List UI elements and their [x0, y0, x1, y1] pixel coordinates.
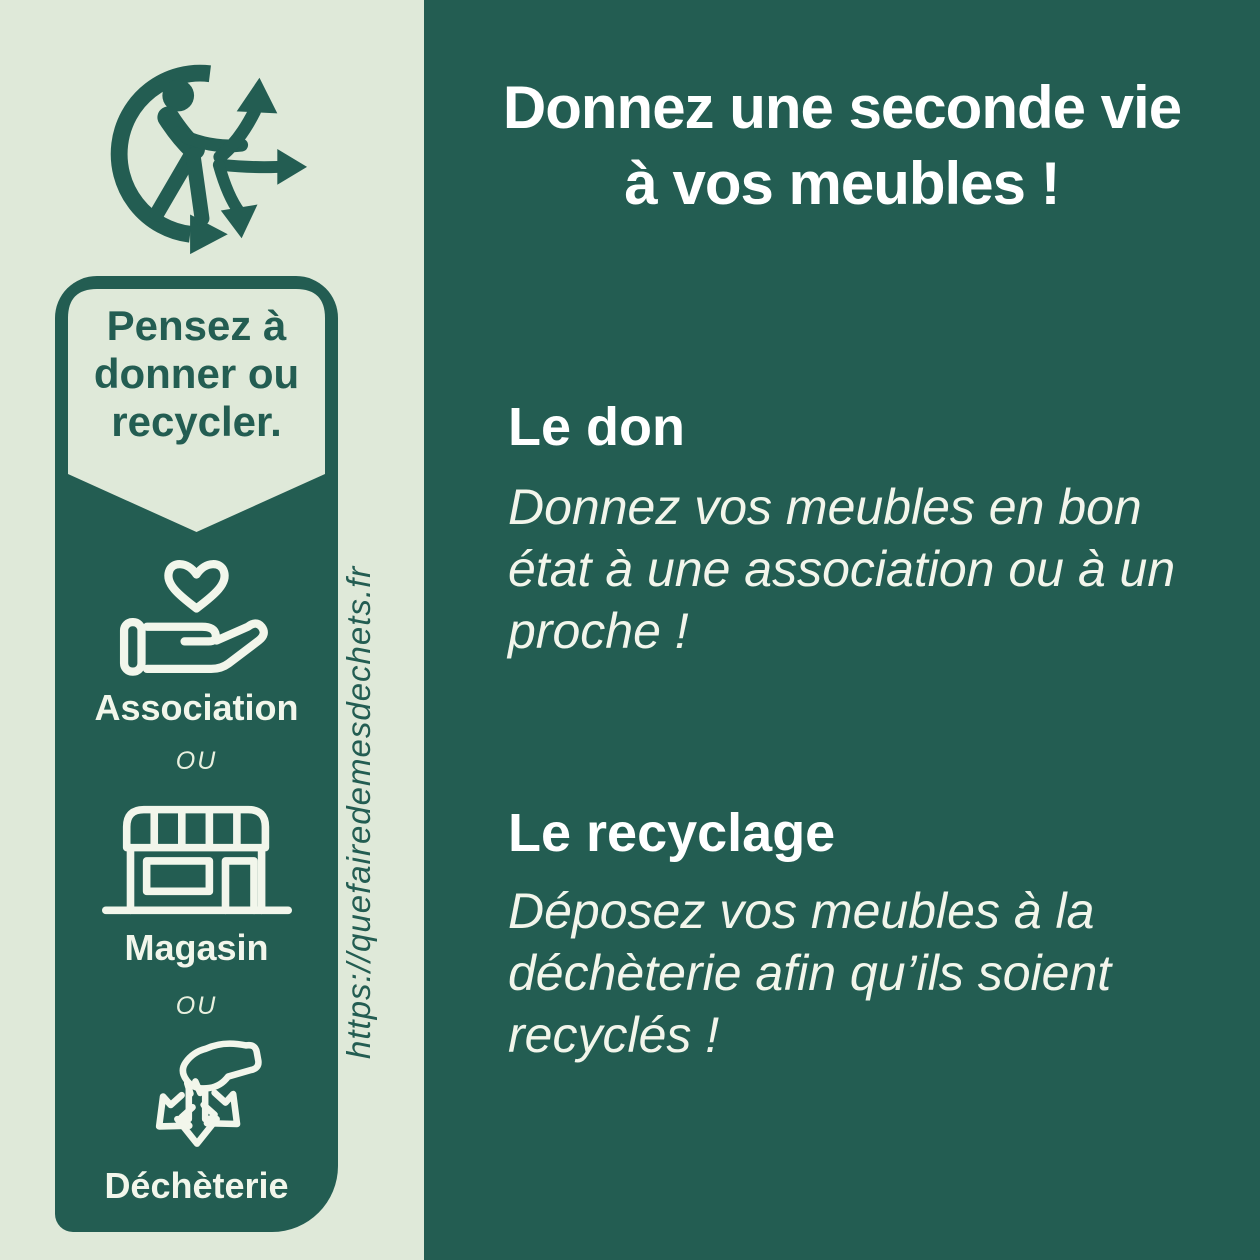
- page-title: [424, 70, 1260, 222]
- left-panel: [0, 0, 424, 1260]
- section-don-body-line3: proche !: [508, 603, 689, 659]
- storefront-icon: [102, 800, 292, 919]
- or-separator-2: OU: [175, 992, 218, 1020]
- section-don-body-line1: Donnez vos meubles en bon: [508, 479, 1142, 535]
- donation-ribbon: [55, 276, 338, 1232]
- ribbon-headline-line2: donner ou: [93, 350, 300, 397]
- ribbon-headline-line1: Pensez à: [106, 302, 287, 349]
- association-label: Association: [94, 687, 299, 728]
- website-url: https://quefairedemesdechets.fr: [340, 565, 377, 1060]
- page-title-line1: Donnez une seconde vie: [502, 74, 1182, 141]
- or-separator-1: OU: [175, 747, 218, 775]
- decheterie-label: Déchèterie: [104, 1165, 289, 1206]
- page-title-line2: à vos meubles !: [624, 150, 1060, 217]
- magasin-label: Magasin: [124, 927, 269, 968]
- triman-recycling-logo-icon: [93, 46, 311, 264]
- right-panel: [424, 0, 1260, 1260]
- section-recyclage-body-line1: Déposez vos meubles à la: [508, 883, 1095, 939]
- heart-in-hand-icon: [114, 555, 279, 693]
- section-don-body-line2: état à une association ou à un: [508, 541, 1176, 597]
- section-recyclage-heading: Le recyclage: [508, 803, 836, 863]
- ribbon-headline-line3: recycler.: [111, 398, 282, 445]
- section-don-body: [508, 476, 1175, 662]
- section-recyclage-body-line2: déchèterie afin qu’ils soient: [508, 945, 1112, 1001]
- ribbon-headline: [55, 302, 338, 446]
- section-recyclage-body-line3: recyclés !: [508, 1007, 720, 1063]
- hand-sorting-arrows-icon: [122, 1034, 272, 1169]
- section-recyclage-body: [508, 880, 1111, 1066]
- section-don-heading: Le don: [508, 397, 685, 457]
